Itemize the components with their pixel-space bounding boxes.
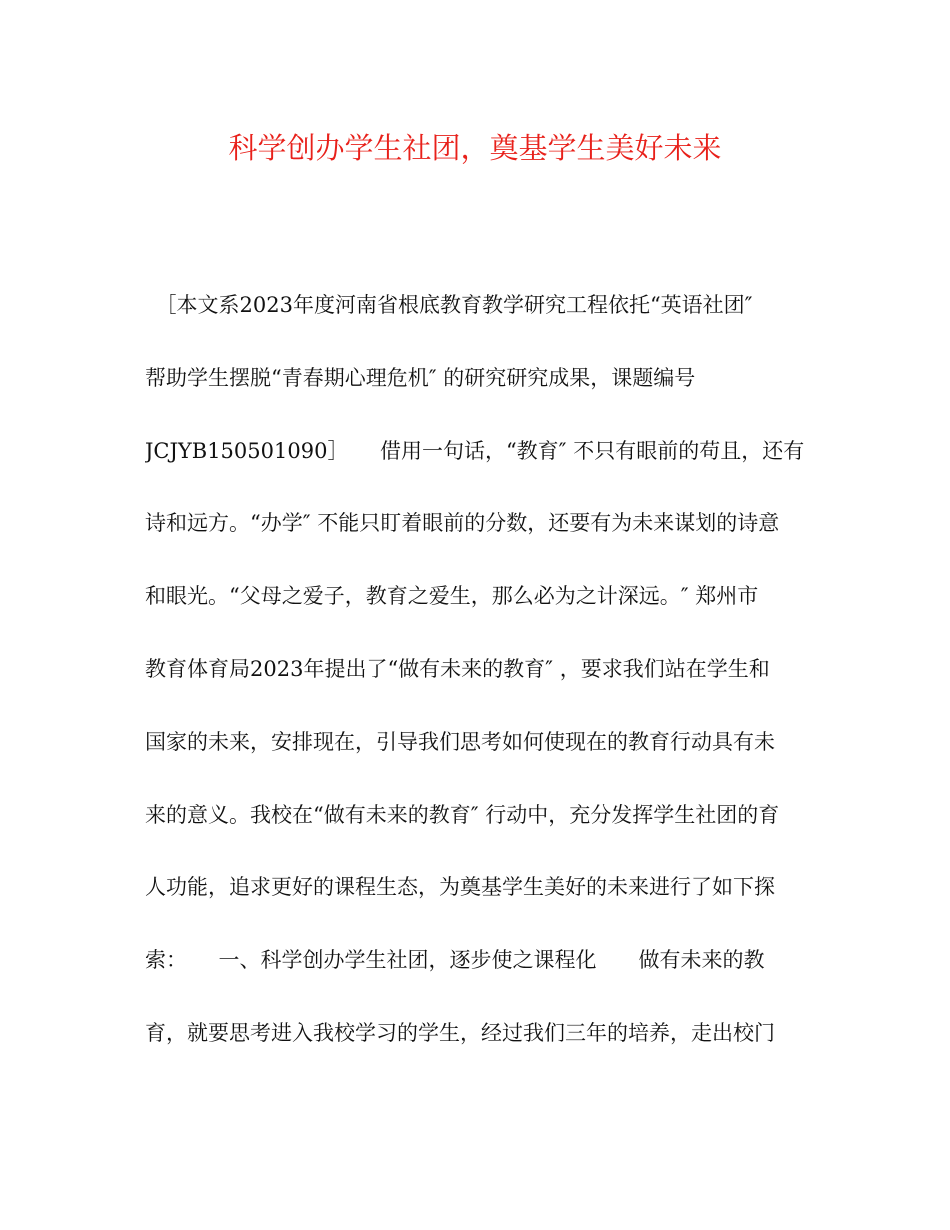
body-line: 帮助学生摆脱“青春期心理危机″ 的研究研究成果，课题编号 [145, 365, 696, 390]
body-line: 育，就要思考进入我校学习的学生，经过我们三年的培养，走出校门 [145, 1020, 775, 1045]
body-line: JCJYB150501090］ 借用一句话，“教育″ 不只有眼前的苟且，还有 [145, 438, 805, 463]
body-line: 索： 一、科学创办学生社团，逐步使之课程化 做有未来的教 [145, 948, 765, 973]
body-line: 人功能，追求更好的课程生态，为奠基学生美好的未来进行了如下探 [145, 875, 775, 900]
body-line: 和眼光。“父母之爱子，教育之爱生，那么必为之计深远。″ 郑州市 [145, 584, 759, 609]
document-title: 科学创办学生社团，奠基学生美好未来 [228, 131, 722, 165]
body-line: ［本文系2023年度河南省根底教育教学研究工程依托“英语社团″ [145, 293, 753, 317]
body-line: 教育体育局2023年提出了“做有未来的教育″ ，要求我们站在学生和 [145, 656, 770, 681]
document-body [145, 292, 815, 1093]
body-line: 来的意义。我校在“做有未来的教育″ 行动中，充分发挥学生社团的育 [145, 802, 780, 827]
body-line: 诗和远方。“办学″ 不能只盯着眼前的分数，还要有为未来谋划的诗意 [145, 511, 780, 536]
body-line: 国家的未来，安排现在，引导我们思考如何使现在的教育行动具有未 [145, 729, 775, 754]
